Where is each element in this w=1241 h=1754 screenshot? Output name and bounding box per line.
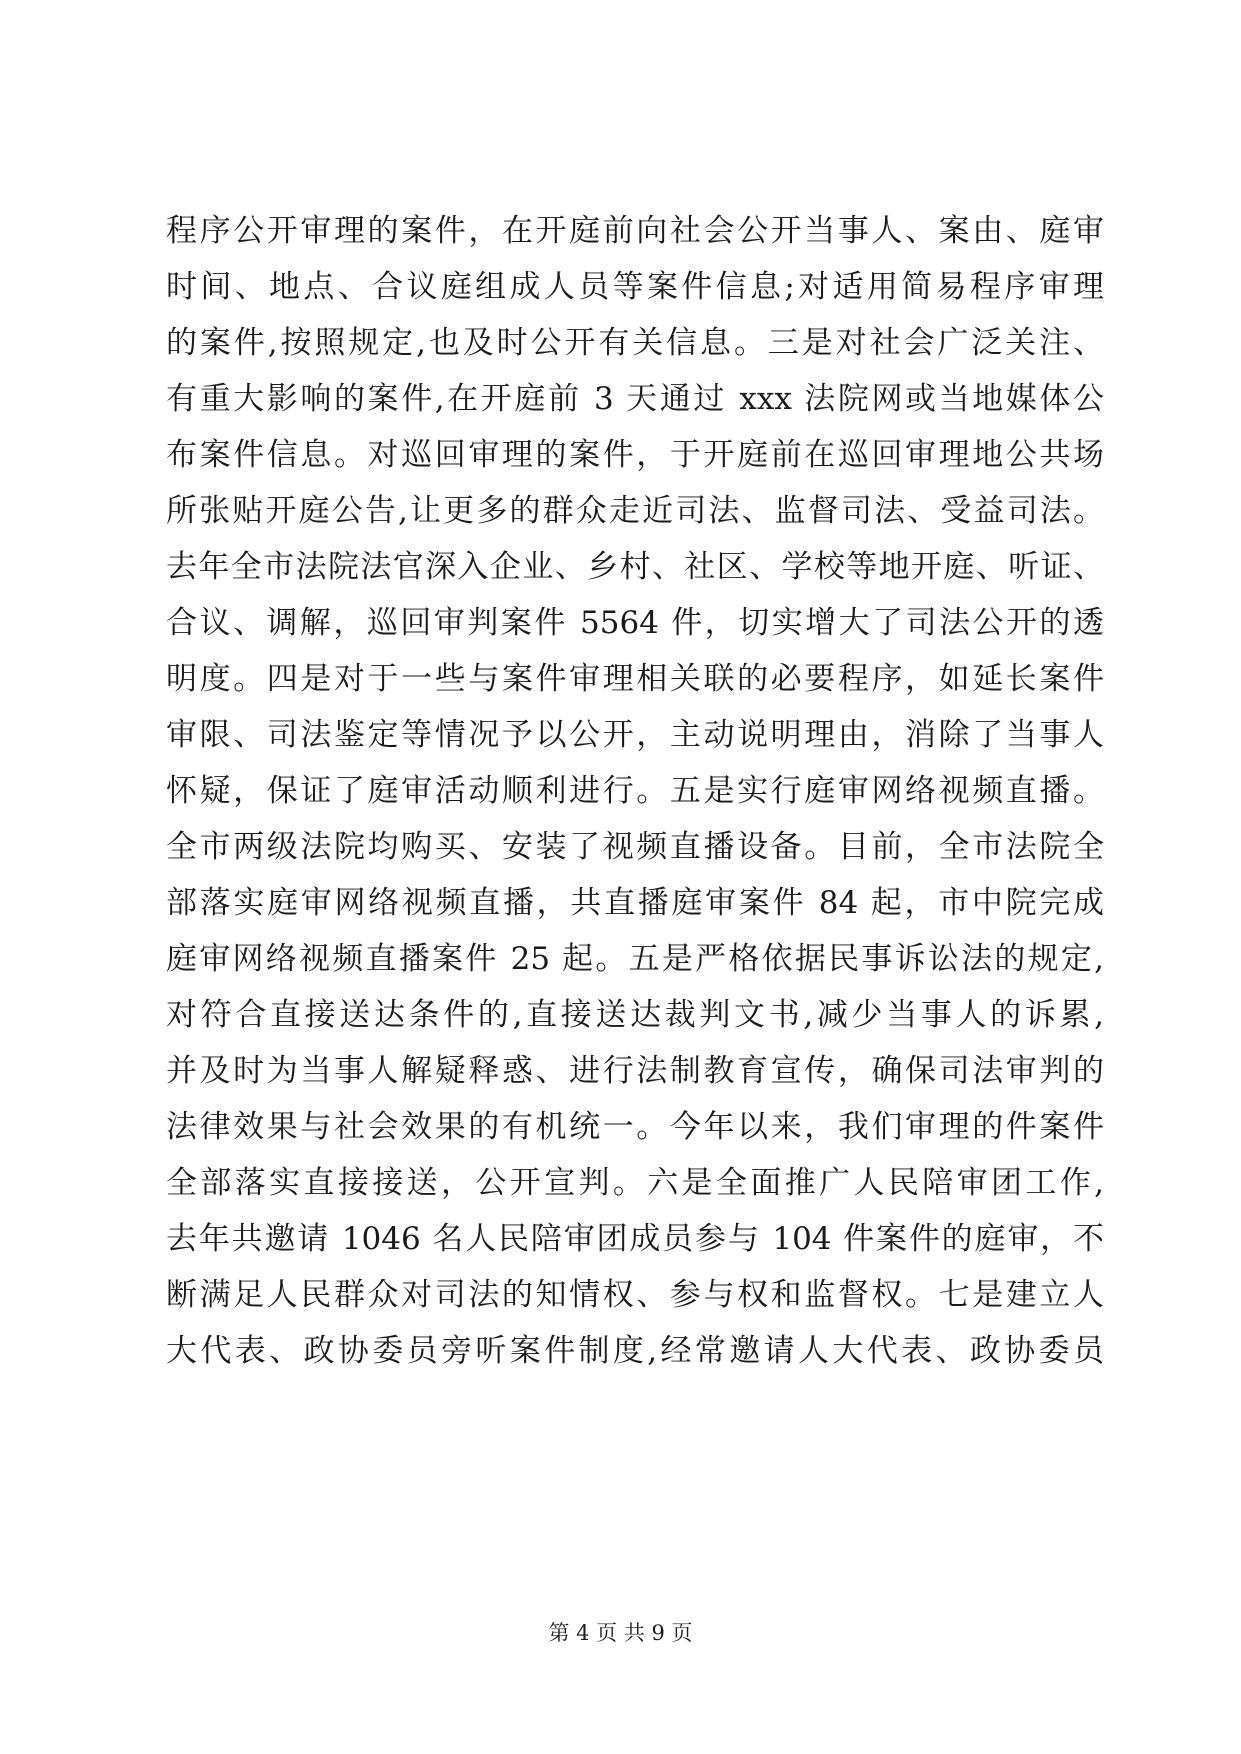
page-footer: 第 4 页 共 9 页	[548, 1621, 693, 1645]
text-line: 明度。四是对于一些与案件审理相关联的必要程序，如延长案件	[166, 661, 1104, 697]
text-line: 全部落实直接接送，公开宣判。六是全面推广人民陪审团工作,	[166, 1165, 1104, 1201]
text-line: 有重大影响的案件,在开庭前 3 天通过 xxx 法院网或当地媒体公	[166, 381, 1104, 417]
text-line: 部落实庭审网络视频直播，共直播庭审案件 84 起，市中院完成	[166, 885, 1104, 921]
text-line: 布案件信息。对巡回审理的案件，于开庭前在巡回审理地公共场	[166, 437, 1104, 473]
text-line: 并及时为当事人解疑释惑、进行法制教育宣传，确保司法审判的	[166, 1053, 1104, 1089]
text-line: 对符合直接送达条件的,直接送达裁判文书,减少当事人的诉累,	[166, 997, 1104, 1033]
text-line: 法律效果与社会效果的有机统一。今年以来，我们审理的件案件	[166, 1109, 1104, 1145]
text-line: 去年共邀请 1046 名人民陪审团成员参与 104 件案件的庭审，不	[166, 1221, 1104, 1257]
text-line: 所张贴开庭公告,让更多的群众走近司法、监督司法、受益司法。	[166, 493, 1104, 529]
text-line: 的案件,按照规定,也及时公开有关信息。三是对社会广泛关注、	[166, 325, 1104, 361]
text-line: 程序公开审理的案件，在开庭前向社会公开当事人、案由、庭审	[166, 213, 1104, 249]
text-line: 审限、司法鉴定等情况予以公开，主动说明理由，消除了当事人	[166, 717, 1104, 753]
text-line: 大代表、政协委员旁听案件制度,经常邀请人大代表、政协委员	[166, 1333, 1104, 1369]
text-line: 去年全市法院法官深入企业、乡村、社区、学校等地开庭、听证、	[166, 549, 1104, 585]
text-line: 怀疑，保证了庭审活动顺利进行。五是实行庭审网络视频直播。	[166, 773, 1104, 809]
text-line: 合议、调解，巡回审判案件 5564 件，切实增大了司法公开的透	[166, 605, 1104, 641]
text-line: 断满足人民群众对司法的知情权、参与权和监督权。七是建立人	[166, 1277, 1104, 1313]
text-line: 时间、地点、合议庭组成人员等案件信息;对适用简易程序审理	[166, 269, 1104, 305]
text-line: 庭审网络视频直播案件 25 起。五是严格依据民事诉讼法的规定,	[166, 941, 1104, 977]
text-line: 全市两级法院均购买、安装了视频直播设备。目前，全市法院全	[166, 829, 1104, 865]
